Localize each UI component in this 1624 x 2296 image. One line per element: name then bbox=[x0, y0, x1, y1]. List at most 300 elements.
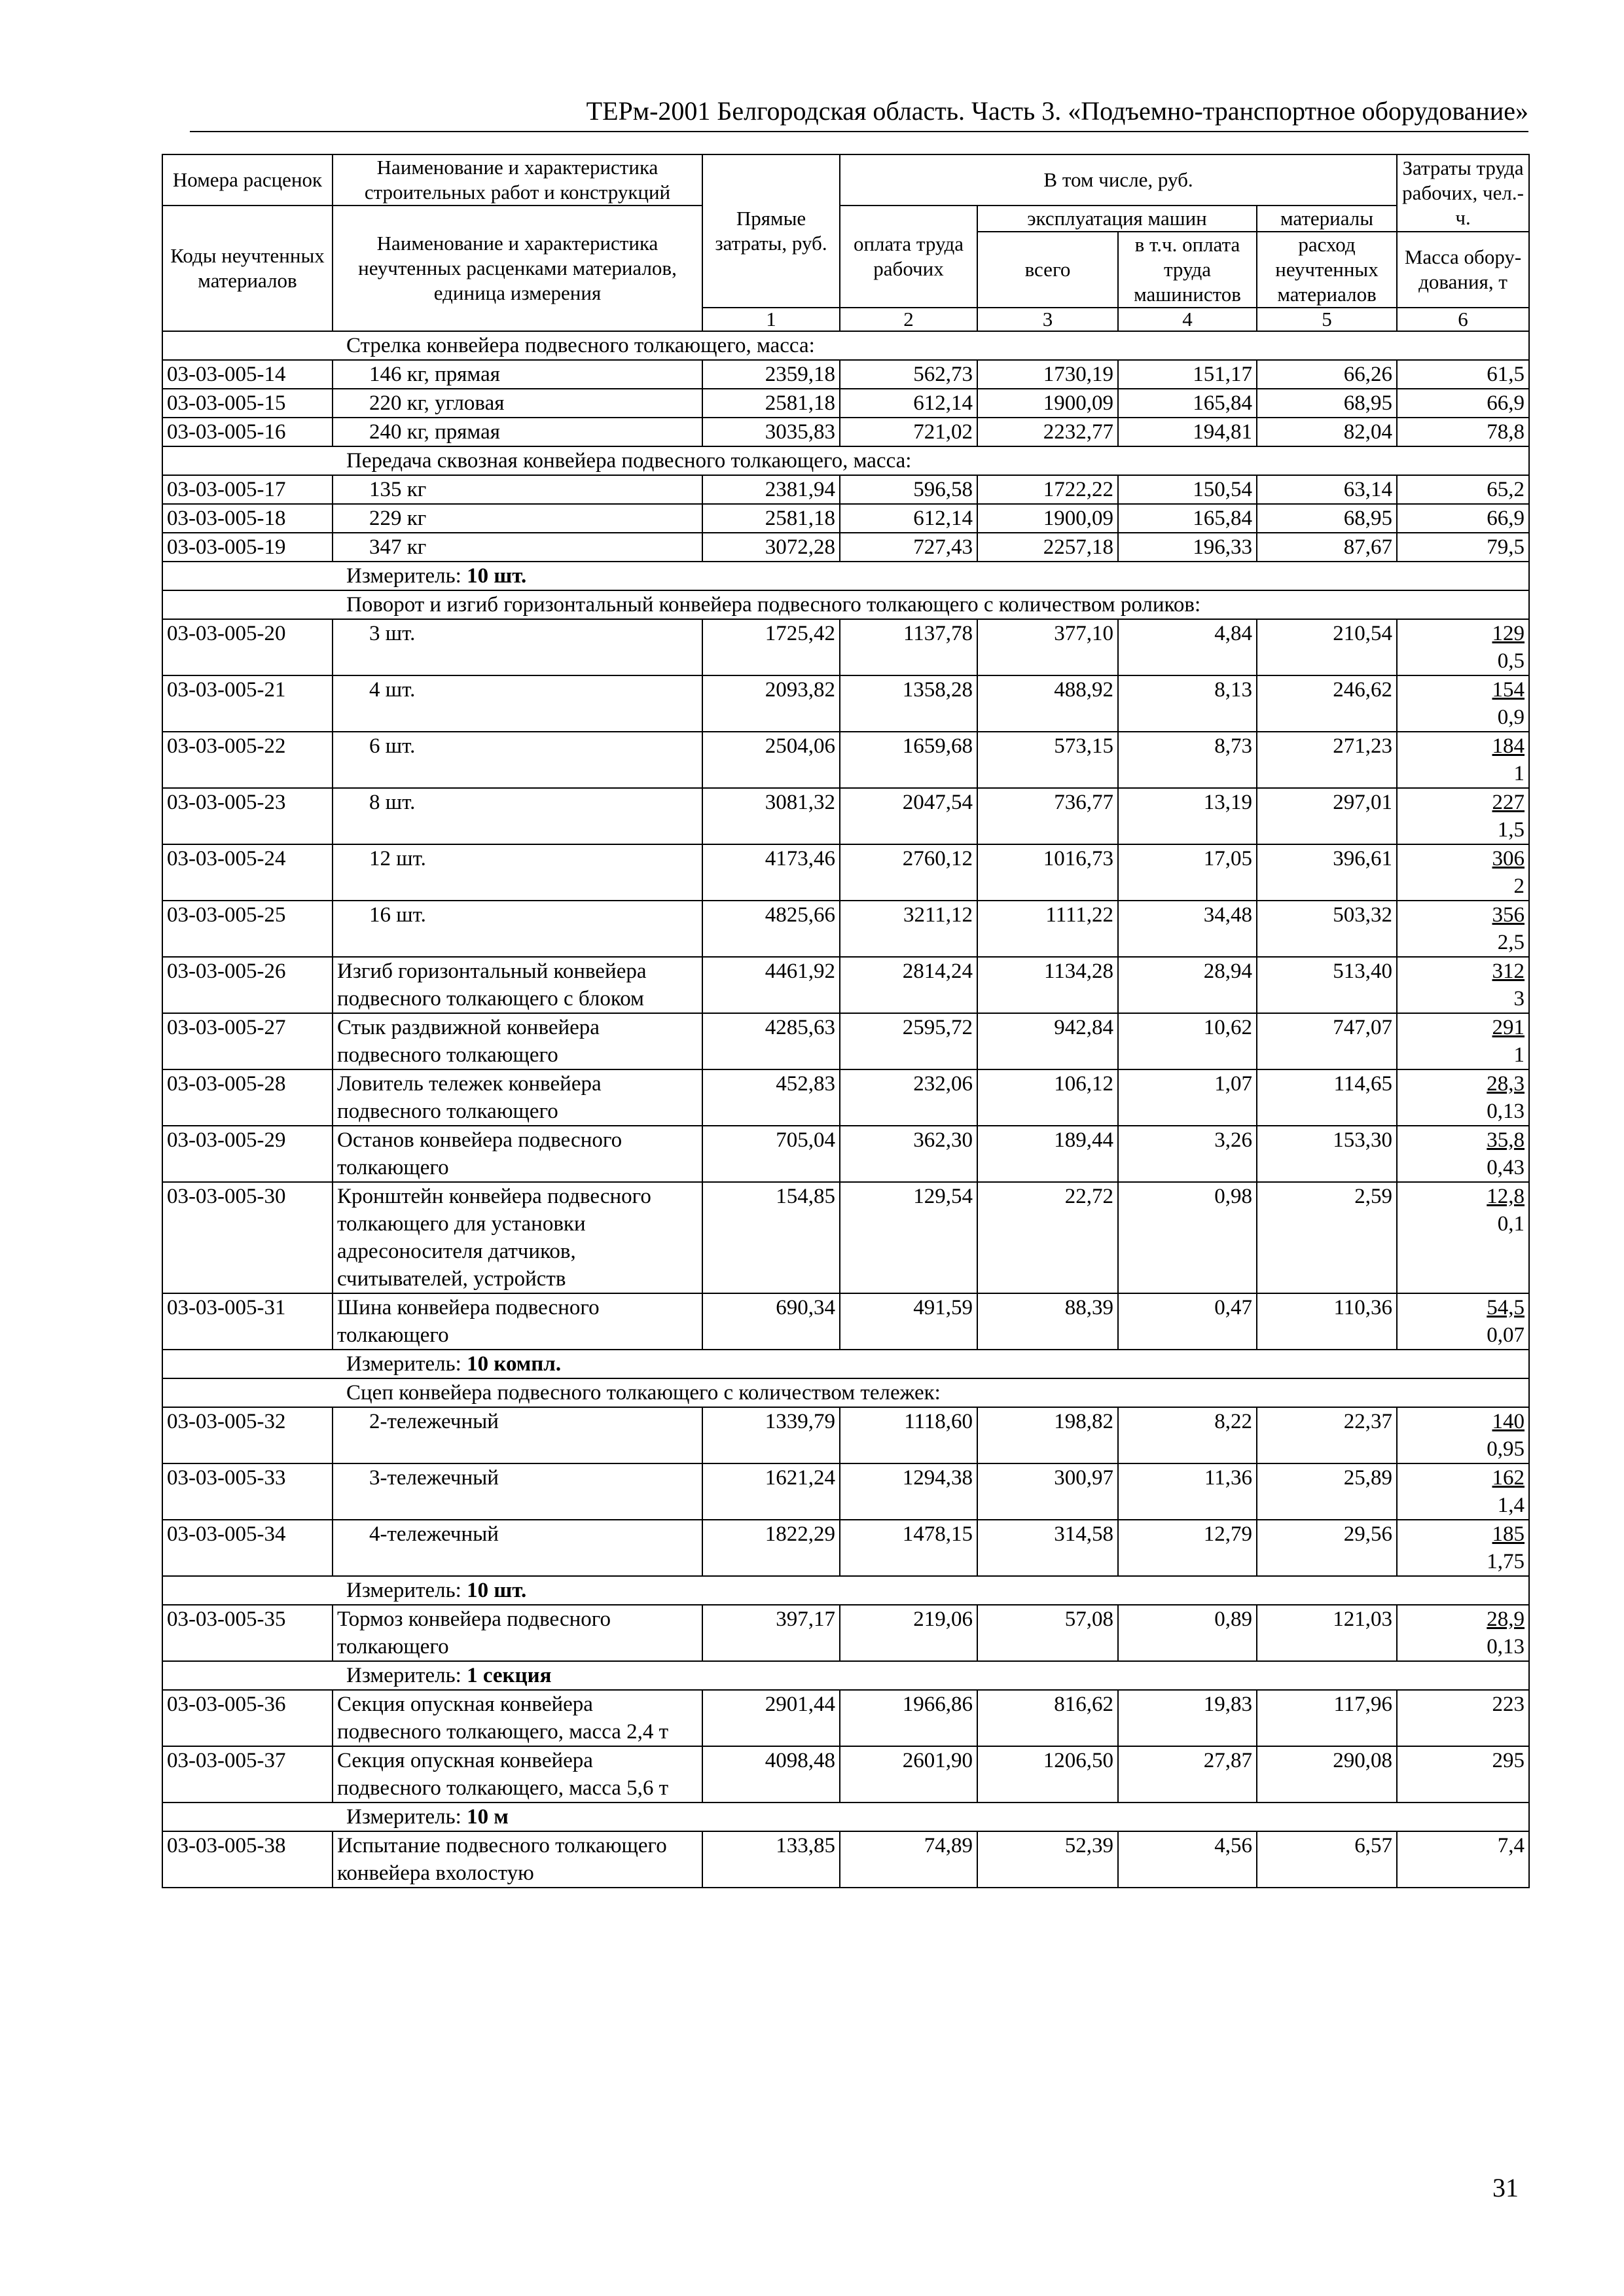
direct-costs: 1621,24 bbox=[702, 1463, 840, 1520]
table-row bbox=[162, 1690, 1529, 1746]
header-machinist-pay: в т.ч. оплата труда машинистов bbox=[1118, 232, 1257, 308]
labor-costs: 78,8 bbox=[1487, 420, 1525, 444]
rate-code: 03-03-005-16 bbox=[162, 418, 333, 446]
labor-pay: 727,43 bbox=[840, 533, 977, 562]
work-name: Ловитель тележек конвейера подвесного толкающего bbox=[333, 1069, 702, 1126]
measure-cell bbox=[162, 1661, 1529, 1690]
labor-costs: 184 bbox=[1492, 734, 1525, 758]
machines-total: 1900,09 bbox=[977, 504, 1118, 533]
labor-costs: 291 bbox=[1492, 1016, 1525, 1039]
equipment-mass: 0,5 bbox=[1497, 649, 1525, 673]
equipment-mass: 2 bbox=[1513, 874, 1525, 898]
measure-row bbox=[162, 1803, 1529, 1831]
header-name: Наименование и характеристика строительных работ и конструкций bbox=[333, 154, 702, 206]
machinist-pay: 8,13 bbox=[1118, 675, 1257, 732]
work-name: 240 кг, прямая bbox=[333, 418, 702, 446]
machines-total: 22,72 bbox=[977, 1182, 1118, 1293]
labor-and-mass bbox=[1397, 360, 1529, 389]
header-labor-pay: оплата труда рабочих bbox=[840, 206, 977, 308]
header-rate-numbers: Номера расценок bbox=[162, 154, 333, 206]
table-row bbox=[162, 1069, 1529, 1126]
rate-code: 03-03-005-32 bbox=[162, 1407, 333, 1463]
labor-costs: 356 bbox=[1492, 903, 1525, 927]
work-name: Изгиб горизонтальный конвейера подвесного толкающего с блоком bbox=[333, 957, 702, 1013]
labor-and-mass bbox=[1397, 1293, 1529, 1350]
work-name: 2-тележечный bbox=[333, 1407, 702, 1463]
materials: 153,30 bbox=[1257, 1126, 1397, 1182]
labor-pay: 3211,12 bbox=[840, 901, 977, 957]
table-row bbox=[162, 389, 1529, 418]
labor-costs: 185 bbox=[1492, 1522, 1525, 1546]
direct-costs: 2359,18 bbox=[702, 360, 840, 389]
labor-pay: 2595,72 bbox=[840, 1013, 977, 1069]
direct-costs: 4461,92 bbox=[702, 957, 840, 1013]
rate-code: 03-03-005-37 bbox=[162, 1746, 333, 1803]
labor-costs: 66,9 bbox=[1487, 507, 1525, 530]
rate-code: 03-03-005-29 bbox=[162, 1126, 333, 1182]
work-name: 146 кг, прямая bbox=[333, 360, 702, 389]
direct-costs: 1725,42 bbox=[702, 619, 840, 675]
machines-total: 57,08 bbox=[977, 1605, 1118, 1661]
machines-total: 488,92 bbox=[977, 675, 1118, 732]
equipment-mass: 1,5 bbox=[1497, 818, 1525, 842]
materials: 297,01 bbox=[1257, 788, 1397, 844]
header-unrecorded-materials: расход неучтенных материалов bbox=[1257, 232, 1397, 308]
equipment-mass: 1,4 bbox=[1497, 1494, 1525, 1517]
work-name: Стык раздвижной конвейера подвесного толкающего bbox=[333, 1013, 702, 1069]
machinist-pay: 3,26 bbox=[1118, 1126, 1257, 1182]
machinist-pay: 4,56 bbox=[1118, 1831, 1257, 1888]
machinist-pay: 10,62 bbox=[1118, 1013, 1257, 1069]
rate-code: 03-03-005-25 bbox=[162, 901, 333, 957]
work-name: Испытание подвесного толкающего конвейера вхолостую bbox=[333, 1831, 702, 1888]
labor-costs: 79,5 bbox=[1487, 535, 1525, 559]
labor-pay: 1358,28 bbox=[840, 675, 977, 732]
table-row bbox=[162, 1126, 1529, 1182]
labor-and-mass bbox=[1397, 732, 1529, 788]
materials: 117,96 bbox=[1257, 1690, 1397, 1746]
machinist-pay: 8,73 bbox=[1118, 732, 1257, 788]
machinist-pay: 0,89 bbox=[1118, 1605, 1257, 1661]
labor-and-mass bbox=[1397, 533, 1529, 562]
labor-pay: 1659,68 bbox=[840, 732, 977, 788]
machines-total: 816,62 bbox=[977, 1690, 1118, 1746]
labor-costs: 28,3 bbox=[1487, 1072, 1525, 1096]
work-name: 4-тележечный bbox=[333, 1520, 702, 1576]
materials: 114,65 bbox=[1257, 1069, 1397, 1126]
equipment-mass: 1 bbox=[1513, 762, 1525, 785]
equipment-mass: 0,13 bbox=[1487, 1100, 1525, 1123]
work-name: 220 кг, угловая bbox=[333, 389, 702, 418]
materials: 2,59 bbox=[1257, 1182, 1397, 1293]
measure-label: Измеритель: bbox=[346, 1579, 461, 1602]
equipment-mass: 1,75 bbox=[1487, 1550, 1525, 1573]
equipment-mass: 0,07 bbox=[1487, 1323, 1525, 1347]
table-row bbox=[162, 1182, 1529, 1293]
machinist-pay: 0,98 bbox=[1118, 1182, 1257, 1293]
labor-pay: 612,14 bbox=[840, 504, 977, 533]
labor-costs: 295 bbox=[1492, 1749, 1525, 1772]
machines-total: 1206,50 bbox=[977, 1746, 1118, 1803]
column-number: 5 bbox=[1257, 308, 1397, 331]
labor-pay: 1137,78 bbox=[840, 619, 977, 675]
materials: 513,40 bbox=[1257, 957, 1397, 1013]
labor-pay: 596,58 bbox=[840, 475, 977, 504]
section-title: Сцеп конвейера подвесного толкающего с количеством тележек: bbox=[162, 1378, 1529, 1407]
machines-total: 573,15 bbox=[977, 732, 1118, 788]
labor-and-mass bbox=[1397, 1605, 1529, 1661]
labor-pay: 721,02 bbox=[840, 418, 977, 446]
labor-costs: 154 bbox=[1492, 678, 1525, 702]
labor-and-mass bbox=[1397, 1407, 1529, 1463]
labor-costs: 312 bbox=[1492, 960, 1525, 983]
work-name: Кронштейн конвейера подвесного толкающего для установки адресоносителя датчиков, считывателей, устройств bbox=[333, 1182, 702, 1293]
measure-label: Измеритель: bbox=[346, 1805, 461, 1829]
machines-total: 1730,19 bbox=[977, 360, 1118, 389]
work-name: 3 шт. bbox=[333, 619, 702, 675]
materials: 87,67 bbox=[1257, 533, 1397, 562]
machines-total: 377,10 bbox=[977, 619, 1118, 675]
labor-pay: 2814,24 bbox=[840, 957, 977, 1013]
machinist-pay: 151,17 bbox=[1118, 360, 1257, 389]
table-row bbox=[162, 475, 1529, 504]
machines-total: 198,82 bbox=[977, 1407, 1118, 1463]
direct-costs: 2381,94 bbox=[702, 475, 840, 504]
machinist-pay: 27,87 bbox=[1118, 1746, 1257, 1803]
machinist-pay: 150,54 bbox=[1118, 475, 1257, 504]
measure-cell bbox=[162, 1350, 1529, 1378]
rate-code: 03-03-005-27 bbox=[162, 1013, 333, 1069]
page-number: 31 bbox=[1492, 2173, 1519, 2202]
labor-and-mass bbox=[1397, 1463, 1529, 1520]
direct-costs: 4098,48 bbox=[702, 1746, 840, 1803]
rate-code: 03-03-005-24 bbox=[162, 844, 333, 901]
work-name: 4 шт. bbox=[333, 675, 702, 732]
equipment-mass: 0,9 bbox=[1497, 706, 1525, 729]
rate-code: 03-03-005-22 bbox=[162, 732, 333, 788]
rate-code: 03-03-005-20 bbox=[162, 619, 333, 675]
machines-total: 1722,22 bbox=[977, 475, 1118, 504]
header-machines: эксплуатация машин bbox=[977, 206, 1257, 232]
labor-and-mass bbox=[1397, 675, 1529, 732]
machines-total: 52,39 bbox=[977, 1831, 1118, 1888]
labor-pay: 232,06 bbox=[840, 1069, 977, 1126]
labor-costs: 61,5 bbox=[1487, 363, 1525, 386]
machinist-pay: 8,22 bbox=[1118, 1407, 1257, 1463]
machinist-pay: 0,47 bbox=[1118, 1293, 1257, 1350]
equipment-mass: 3 bbox=[1513, 987, 1525, 1011]
materials: 503,32 bbox=[1257, 901, 1397, 957]
direct-costs: 3081,32 bbox=[702, 788, 840, 844]
rates-table bbox=[162, 154, 1530, 1888]
table-body bbox=[162, 331, 1529, 1888]
labor-pay: 2760,12 bbox=[840, 844, 977, 901]
table-row bbox=[162, 844, 1529, 901]
machines-total: 2232,77 bbox=[977, 418, 1118, 446]
direct-costs: 2093,82 bbox=[702, 675, 840, 732]
measure-label: Измеритель: bbox=[346, 1664, 461, 1687]
page-header bbox=[190, 92, 1528, 132]
work-name: Секция опускная конвейера подвесного толкающего, масса 2,4 т bbox=[333, 1690, 702, 1746]
table-row bbox=[162, 901, 1529, 957]
direct-costs: 690,34 bbox=[702, 1293, 840, 1350]
labor-and-mass bbox=[1397, 504, 1529, 533]
rate-code: 03-03-005-15 bbox=[162, 389, 333, 418]
table-row bbox=[162, 504, 1529, 533]
equipment-mass: 0,95 bbox=[1487, 1437, 1525, 1461]
materials: 246,62 bbox=[1257, 675, 1397, 732]
materials: 747,07 bbox=[1257, 1013, 1397, 1069]
rate-code: 03-03-005-28 bbox=[162, 1069, 333, 1126]
labor-and-mass bbox=[1397, 475, 1529, 504]
page-title: ТЕРм-2001 Белгородская область. Часть 3. «Подъемно-транспортное оборудование» bbox=[586, 96, 1528, 126]
measure-row bbox=[162, 1661, 1529, 1690]
table-row bbox=[162, 619, 1529, 675]
work-name: 12 шт. bbox=[333, 844, 702, 901]
labor-and-mass bbox=[1397, 1746, 1529, 1803]
materials: 68,95 bbox=[1257, 389, 1397, 418]
rate-code: 03-03-005-35 bbox=[162, 1605, 333, 1661]
header-labor-costs: Затраты труда рабочих, чел.-ч. bbox=[1397, 154, 1529, 232]
direct-costs: 3072,28 bbox=[702, 533, 840, 562]
machinist-pay: 196,33 bbox=[1118, 533, 1257, 562]
labor-pay: 129,54 bbox=[840, 1182, 977, 1293]
labor-pay: 491,59 bbox=[840, 1293, 977, 1350]
section-title: Поворот и изгиб горизонтальный конвейера подвесного толкающего с количеством роликов: bbox=[162, 590, 1529, 619]
labor-and-mass bbox=[1397, 957, 1529, 1013]
direct-costs: 133,85 bbox=[702, 1831, 840, 1888]
materials: 29,56 bbox=[1257, 1520, 1397, 1576]
machines-total: 314,58 bbox=[977, 1520, 1118, 1576]
rate-code: 03-03-005-21 bbox=[162, 675, 333, 732]
section-title: Передача сквозная конвейера подвесного толкающего, масса: bbox=[162, 446, 1529, 475]
labor-pay: 1966,86 bbox=[840, 1690, 977, 1746]
section-row bbox=[162, 590, 1529, 619]
measure-label: Измеритель: bbox=[346, 564, 461, 588]
column-number: 6 bbox=[1397, 308, 1529, 331]
machinist-pay: 165,84 bbox=[1118, 389, 1257, 418]
labor-and-mass bbox=[1397, 1831, 1529, 1888]
materials: 290,08 bbox=[1257, 1746, 1397, 1803]
materials: 22,37 bbox=[1257, 1407, 1397, 1463]
section-row bbox=[162, 331, 1529, 360]
header-equipment-mass: Масса обору-дования, т bbox=[1397, 232, 1529, 308]
labor-pay: 562,73 bbox=[840, 360, 977, 389]
machinist-pay: 12,79 bbox=[1118, 1520, 1257, 1576]
work-name: 135 кг bbox=[333, 475, 702, 504]
machines-total: 2257,18 bbox=[977, 533, 1118, 562]
direct-costs: 2901,44 bbox=[702, 1690, 840, 1746]
table-header bbox=[162, 154, 1529, 331]
table-row bbox=[162, 1520, 1529, 1576]
machines-total: 1134,28 bbox=[977, 957, 1118, 1013]
labor-pay: 219,06 bbox=[840, 1605, 977, 1661]
machines-total: 1016,73 bbox=[977, 844, 1118, 901]
direct-costs: 1339,79 bbox=[702, 1407, 840, 1463]
column-number: 1 bbox=[702, 308, 840, 331]
machinist-pay: 13,19 bbox=[1118, 788, 1257, 844]
labor-pay: 74,89 bbox=[840, 1831, 977, 1888]
materials: 63,14 bbox=[1257, 475, 1397, 504]
materials: 110,36 bbox=[1257, 1293, 1397, 1350]
labor-costs: 129 bbox=[1492, 622, 1525, 645]
work-name: 229 кг bbox=[333, 504, 702, 533]
equipment-mass: 0,13 bbox=[1487, 1635, 1525, 1659]
table-row bbox=[162, 1407, 1529, 1463]
rate-code: 03-03-005-18 bbox=[162, 504, 333, 533]
measure-value: 10 компл. bbox=[467, 1352, 562, 1376]
labor-costs: 66,9 bbox=[1487, 391, 1525, 415]
machines-total: 1111,22 bbox=[977, 901, 1118, 957]
work-name: Шина конвейера подвесного толкающего bbox=[333, 1293, 702, 1350]
measure-row bbox=[162, 562, 1529, 590]
machinist-pay: 4,84 bbox=[1118, 619, 1257, 675]
machines-total: 942,84 bbox=[977, 1013, 1118, 1069]
section-title: Стрелка конвейера подвесного толкающего, масса: bbox=[162, 331, 1529, 360]
column-number: 2 bbox=[840, 308, 977, 331]
section-row bbox=[162, 1378, 1529, 1407]
labor-and-mass bbox=[1397, 844, 1529, 901]
direct-costs: 3035,83 bbox=[702, 418, 840, 446]
table-row bbox=[162, 788, 1529, 844]
machinist-pay: 165,84 bbox=[1118, 504, 1257, 533]
table-row bbox=[162, 1831, 1529, 1888]
rate-code: 03-03-005-36 bbox=[162, 1690, 333, 1746]
table-row bbox=[162, 957, 1529, 1013]
rate-code: 03-03-005-26 bbox=[162, 957, 333, 1013]
measure-value: 10 м bbox=[467, 1805, 509, 1829]
labor-costs: 227 bbox=[1492, 791, 1525, 814]
work-name: Тормоз конвейера подвесного толкающего bbox=[333, 1605, 702, 1661]
section-row bbox=[162, 446, 1529, 475]
table-row bbox=[162, 675, 1529, 732]
machines-total: 106,12 bbox=[977, 1069, 1118, 1126]
labor-costs: 54,5 bbox=[1487, 1296, 1525, 1319]
materials: 82,04 bbox=[1257, 418, 1397, 446]
labor-pay: 1118,60 bbox=[840, 1407, 977, 1463]
direct-costs: 4825,66 bbox=[702, 901, 840, 957]
labor-and-mass bbox=[1397, 1126, 1529, 1182]
labor-and-mass bbox=[1397, 901, 1529, 957]
labor-and-mass bbox=[1397, 1690, 1529, 1746]
header-materials: материалы bbox=[1257, 206, 1397, 232]
materials: 210,54 bbox=[1257, 619, 1397, 675]
materials: 68,95 bbox=[1257, 504, 1397, 533]
rate-code: 03-03-005-34 bbox=[162, 1520, 333, 1576]
labor-costs: 7,4 bbox=[1497, 1834, 1525, 1857]
machinist-pay: 19,83 bbox=[1118, 1690, 1257, 1746]
labor-costs: 223 bbox=[1492, 1693, 1525, 1716]
labor-costs: 306 bbox=[1492, 847, 1525, 870]
table-row bbox=[162, 1746, 1529, 1803]
equipment-mass: 0,1 bbox=[1497, 1212, 1525, 1236]
header-direct-costs: Прямые затраты, руб. bbox=[702, 154, 840, 308]
equipment-mass: 1 bbox=[1513, 1043, 1525, 1067]
work-name: 3-тележечный bbox=[333, 1463, 702, 1520]
measure-value: 10 шт. bbox=[467, 1579, 527, 1602]
direct-costs: 1822,29 bbox=[702, 1520, 840, 1576]
measure-cell bbox=[162, 562, 1529, 590]
table-row bbox=[162, 1463, 1529, 1520]
labor-costs: 140 bbox=[1492, 1410, 1525, 1433]
equipment-mass: 2,5 bbox=[1497, 931, 1525, 954]
direct-costs: 4173,46 bbox=[702, 844, 840, 901]
materials: 66,26 bbox=[1257, 360, 1397, 389]
direct-costs: 2581,18 bbox=[702, 389, 840, 418]
machines-total: 189,44 bbox=[977, 1126, 1118, 1182]
labor-costs: 65,2 bbox=[1487, 478, 1525, 501]
materials: 121,03 bbox=[1257, 1605, 1397, 1661]
labor-and-mass bbox=[1397, 418, 1529, 446]
machines-total: 1900,09 bbox=[977, 389, 1118, 418]
measure-value: 10 шт. bbox=[467, 564, 527, 588]
labor-and-mass bbox=[1397, 389, 1529, 418]
measure-cell bbox=[162, 1576, 1529, 1605]
labor-pay: 2601,90 bbox=[840, 1746, 977, 1803]
table-row bbox=[162, 533, 1529, 562]
labor-and-mass bbox=[1397, 1182, 1529, 1293]
machinist-pay: 34,48 bbox=[1118, 901, 1257, 957]
column-number: 3 bbox=[977, 308, 1118, 331]
direct-costs: 2581,18 bbox=[702, 504, 840, 533]
work-name: 16 шт. bbox=[333, 901, 702, 957]
labor-and-mass bbox=[1397, 788, 1529, 844]
materials: 396,61 bbox=[1257, 844, 1397, 901]
rate-code: 03-03-005-23 bbox=[162, 788, 333, 844]
rate-code: 03-03-005-30 bbox=[162, 1182, 333, 1293]
rate-code: 03-03-005-33 bbox=[162, 1463, 333, 1520]
direct-costs: 705,04 bbox=[702, 1126, 840, 1182]
labor-pay: 1294,38 bbox=[840, 1463, 977, 1520]
header-including: В том числе, руб. bbox=[840, 154, 1397, 206]
labor-costs: 28,9 bbox=[1487, 1607, 1525, 1631]
table-row bbox=[162, 360, 1529, 389]
machinist-pay: 1,07 bbox=[1118, 1069, 1257, 1126]
machinist-pay: 194,81 bbox=[1118, 418, 1257, 446]
machinist-pay: 17,05 bbox=[1118, 844, 1257, 901]
measure-label: Измеритель: bbox=[346, 1352, 461, 1376]
labor-costs: 12,8 bbox=[1487, 1185, 1525, 1208]
machinist-pay: 28,94 bbox=[1118, 957, 1257, 1013]
rate-code: 03-03-005-14 bbox=[162, 360, 333, 389]
column-number: 4 bbox=[1118, 308, 1257, 331]
labor-pay: 612,14 bbox=[840, 389, 977, 418]
measure-cell bbox=[162, 1803, 1529, 1831]
machines-total: 736,77 bbox=[977, 788, 1118, 844]
machines-total: 300,97 bbox=[977, 1463, 1118, 1520]
header-name-materials: Наименование и характеристика неучтенных расценками материалов, единица измерения bbox=[333, 206, 702, 331]
machines-total: 88,39 bbox=[977, 1293, 1118, 1350]
measure-value: 1 секция bbox=[467, 1664, 552, 1687]
direct-costs: 452,83 bbox=[702, 1069, 840, 1126]
direct-costs: 154,85 bbox=[702, 1182, 840, 1293]
work-name: 347 кг bbox=[333, 533, 702, 562]
materials: 25,89 bbox=[1257, 1463, 1397, 1520]
table-row bbox=[162, 732, 1529, 788]
work-name: 6 шт. bbox=[333, 732, 702, 788]
work-name: Останов конвейера подвесного толкающего bbox=[333, 1126, 702, 1182]
labor-and-mass bbox=[1397, 1069, 1529, 1126]
labor-and-mass bbox=[1397, 619, 1529, 675]
rate-code: 03-03-005-19 bbox=[162, 533, 333, 562]
labor-pay: 2047,54 bbox=[840, 788, 977, 844]
table-row bbox=[162, 1605, 1529, 1661]
header-codes: Коды неучтенных материалов bbox=[162, 206, 333, 331]
labor-and-mass bbox=[1397, 1013, 1529, 1069]
table-row bbox=[162, 1293, 1529, 1350]
machinist-pay: 11,36 bbox=[1118, 1463, 1257, 1520]
labor-pay: 362,30 bbox=[840, 1126, 977, 1182]
